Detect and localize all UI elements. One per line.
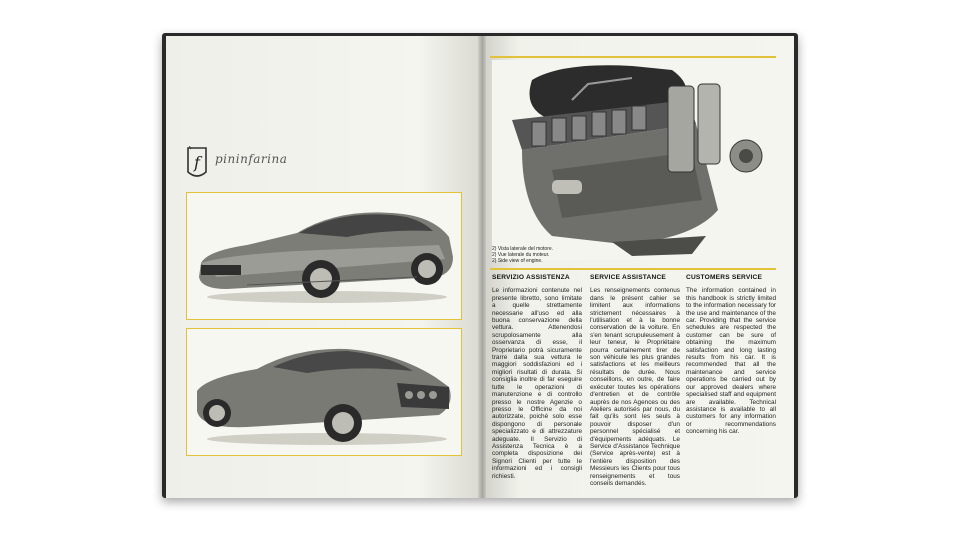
column-italian-body: Le informazioni contenute nel presente libretto, sono limitate a quelle strettamente necessarie all'uso ed alla buona conservazione della vettura. Attenendosi scrupolosamente alla osservanza di esse, il Proprietario potrà sicuramente trarre dalla sua vettura le maggiori soddisfazioni ed i migliori risultati di durata. Si consiglia inoltre di far eseguire tutte le operazioni di manutenzione e di controllo presso le nostre Agenzie o presso le Officine da noi autorizzate, poiché solo esse dispongono di personale specializzato e di attrezzature adeguate. Il Servizio di Assistenza Tecnica è a completa disposizione dei Signori Clienti per tutte le informazioni ed i consigli richiesti. xyxy=(492,287,582,480)
caption-line-italian: 2) Vista laterale del motore. xyxy=(492,246,554,252)
engine-caption xyxy=(492,246,553,264)
column-french-title: SERVICE ASSISTANCE xyxy=(590,274,667,281)
column-french xyxy=(590,274,680,487)
pininfarina-signature: pininfarina xyxy=(215,152,288,166)
column-french-body: Les renseignements contenus dans le présent cahier se limitent aux informations strictement nécessaires à l'utilisation et à la bonne conservation de la voiture. En s'en tenant scrupuleusement à leur teneur, le Propriétaire pourra certainement tirer de son véhicule les plus grandes satisfactions et les meilleurs résultats de durée. Nous conseillons, en outre, de faire exécuter toutes les opérations d'entretien et de contrôle auprès de nos Agences ou des Ateliers autorisés par nous, du fait qu'ils sont les seuls à pouvoir disposer d'un personnel spécialisé et d'équipements adéquats. Le Service d'Assistance Technique (Service après-vente) est à l'entière disposition des Messieurs les Clients pour tous renseignements et tous conseils demandés. xyxy=(590,287,680,487)
pininfarina-logo-icon xyxy=(186,146,208,180)
car-photo-front xyxy=(186,192,462,320)
column-italian-title: SERVIZIO ASSISTENZA xyxy=(492,274,570,281)
book-gutter xyxy=(478,36,486,498)
column-english xyxy=(686,274,776,436)
car-photo-rear xyxy=(186,328,462,456)
top-accent-rule xyxy=(490,56,776,58)
caption-line-french: 2) Vue laterale du moteur. xyxy=(492,252,550,258)
column-english-title: CUSTOMERS SERVICE xyxy=(686,274,763,281)
car-rear-illustration xyxy=(187,329,460,454)
car-front-illustration xyxy=(187,193,460,318)
engine-illustration xyxy=(492,60,774,260)
column-italian xyxy=(492,274,582,480)
mid-accent-rule xyxy=(490,268,776,270)
column-english-body: The information contained in this handbook is strictly limited to the information necessary for the use and maintenance of the car. Providing that the service schedules are respected the customer can be sure of obtaining the maximum satisfaction and long lasting results from his car. It is recommended that all the maintenance and service operations be carried out by our approved dealers where specialised staff and equipment are available. Technical assistance is available to all customers for any information or recommendations concerning his car. xyxy=(686,287,776,436)
logo-letter: f xyxy=(194,153,200,172)
caption-line-english: 2) Side view of engine. xyxy=(492,258,543,264)
